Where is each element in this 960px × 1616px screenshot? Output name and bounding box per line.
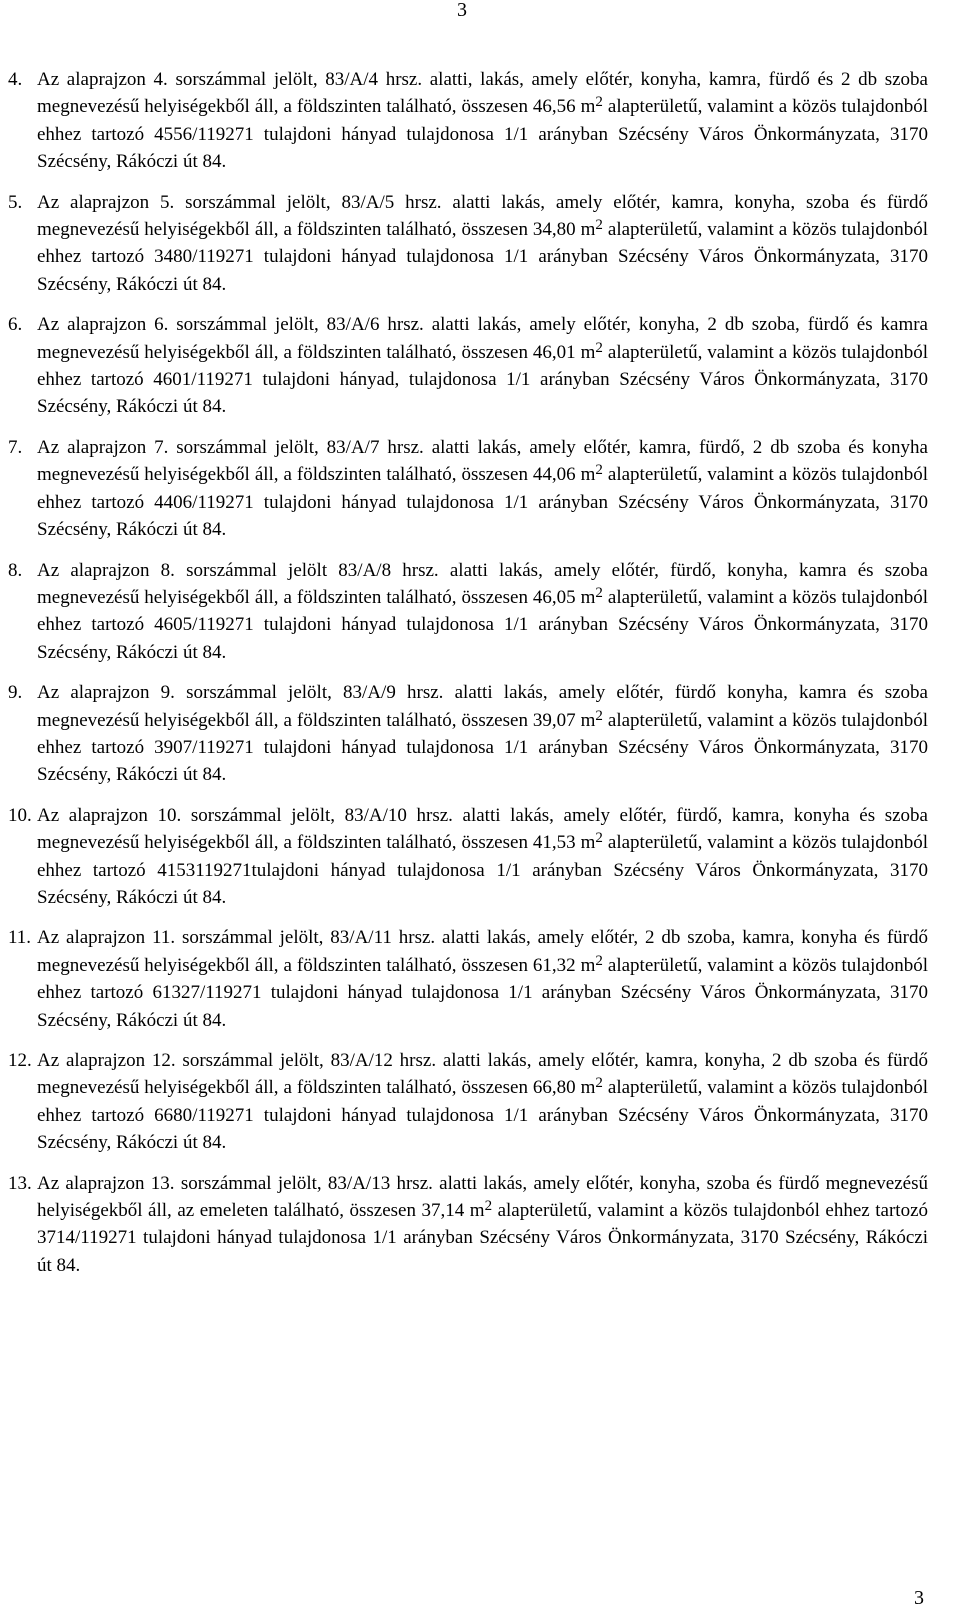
item-number: 12. <box>8 1050 32 1071</box>
superscript: 2 <box>484 1198 493 1215</box>
item-number: 6. <box>8 314 23 336</box>
superscript: 2 <box>595 830 603 847</box>
list-item <box>8 1047 928 1157</box>
item-number: 5. <box>8 191 23 213</box>
item-text: Az alaprajzon 12. sorszámmal jelölt, 83/A/12 hrsz. alatti lakás, amely előtér, kamra, konyha, 2 db szoba és fürdő megnevezésű helyiségekből áll, a földszinten található, összesen 66,80 $m^2$ alapterületű, valamint a közös tulajdonból ehhez tartozó 6680/119271 tulajdoni hányad tulajdonosa 1/1 arányban Szécsény Város Önkormányzata, 3170 Szécsény, Rákóczi út 84. <box>37 1050 928 1154</box>
item-text: Az alaprajzon 10. sorszámmal jelölt, 83/A/10 hrsz. alatti lakás, amely előtér, fürdő, kamra, konyha és szoba megnevezésű helyiségekből áll, a földszinten található, összesen 41,53 $m^2$ alapterületű, valamint a közös tulajdonból ehhez tartozó 4153119271tulajdoni hányad tulajdonosa 1/1 arányban Szécsény Város Önkormányzata, 3170 Szécsény, Rákóczi út 84. <box>37 804 928 908</box>
item-text: Az alaprajzon 11. sorszámmal jelölt, 83/A/11 hrsz. alatti lakás, amely előtér, 2 db szoba, kamra, konyha és fürdő megnevezésű helyiségekből áll, a földszinten található, összesen 61,32 $m^2$ alapterületű, valamint a közös tulajdonból ehhez tartozó 61327/119271 tulajdoni hányad tulajdonosa 1/1 arányban Szécsény Város Önkormányzata, 3170 Szécsény, Rákóczi út 84. <box>37 927 928 1031</box>
item-number: 13. <box>8 1172 32 1194</box>
superscript: 2 <box>595 1075 603 1092</box>
list-item <box>8 66 928 176</box>
item-text: Az alaprajzon 8. sorszámmal jelölt 83/A/8 hrsz. alatti lakás, amely előtér, fürdő, konyha, kamra és szoba megnevezésű helyiségekből áll, a földszinten található, összesen 46,05 $m^2$ alapterületű, valamint a közös tulajdonból ehhez tartozó 4605/119271 tulajdoni hányad tulajdonosa 1/1 arányban Szécsény Város Önkormányzata, 3170 Szécsény, Rákóczi út 84. <box>37 559 928 663</box>
item-text: Az alaprajzon 6. sorszámmal jelölt, 83/A/6 hrsz. alatti lakás, amely előtér, konyha, 2 db szoba, fürdő és kamra megnevezésű helyiségekből áll, a földszinten található, összesen 46,01 $m^2$ alapterületű, valamint a közös tulajdonból ehhez tartozó 4601/119271 tulajdoni hányad, tulajdonosa 1/1 arányban Szécsény Város Önkormányzata, 3170 Szécsény, Rákóczi út 84. <box>37 314 928 418</box>
list-item <box>8 557 928 667</box>
list-item <box>8 1170 928 1280</box>
item-number: 10. <box>8 804 32 826</box>
list-item <box>8 434 928 544</box>
superscript: 2 <box>595 94 603 111</box>
list-item <box>8 802 928 912</box>
item-number: 9. <box>8 682 23 704</box>
superscript: 2 <box>595 339 603 356</box>
page-number-top: 3 <box>457 0 467 21</box>
superscript: 2 <box>595 462 603 479</box>
item-number: 11. <box>8 927 32 949</box>
list-item <box>8 679 928 789</box>
item-text: Az alaprajzon 13. sorszámmal jelölt, 83/A/13 hrsz. alatti lakás, amely előtér, konyha, szoba és fürdő megnevezésű helyiségekből áll, az emeleten található, összesen 37,14 $m^2$ alapterületű, valamint a közös tulajdonból ehhez tartozó 3714/119271 tulajdoni hányad tulajdonosa 1/1 arányban Szécsény Város Önkormányzata, 3170 Szécsény, Rákóczi út 84. <box>37 1172 928 1276</box>
list-item <box>8 311 928 421</box>
item-text: Az alaprajzon 9. sorszámmal jelölt, 83/A/9 hrsz. alatti lakás, amely előtér, fürdő konyha, kamra és szoba megnevezésű helyiségekből áll, a földszinten található, összesen 39,07 $m^2$ alapterületű, valamint a közös tulajdonból ehhez tartozó 3907/119271 tulajdoni hányad tulajdonosa 1/1 arányban Szécsény Város Önkormányzata, 3170 Szécsény, Rákóczi út 84. <box>37 682 928 786</box>
item-number: 4. <box>8 69 23 90</box>
item-number: 8. <box>8 559 23 581</box>
list-item <box>8 924 928 1034</box>
item-text: Az alaprajzon 7. sorszámmal jelölt, 83/A/7 hrsz. alatti lakás, amely előtér, kamra, fürdő, 2 db szoba és konyha megnevezésű helyiségekből áll, a földszinten található, összesen 44,06 $m^2$ alapterületű, valamint a közös tulajdonból ehhez tartozó 4406/119271 tulajdoni hányad tulajdonosa 1/1 arányban Szécsény Város Önkormányzata, 3170 Szécsény, Rákóczi út 84. <box>37 436 928 541</box>
superscript: 2 <box>595 707 603 724</box>
superscript: 2 <box>595 952 603 969</box>
item-number: 7. <box>8 436 23 458</box>
page-number-bottom: 3 <box>914 1587 924 1609</box>
superscript: 2 <box>595 584 603 601</box>
apartment-list <box>8 66 928 1292</box>
superscript: 2 <box>595 217 603 234</box>
item-text: Az alaprajzon 5. sorszámmal jelölt, 83/A/5 hrsz. alatti lakás, amely előtér, kamra, konyha, szoba és fürdő megnevezésű helyiségekből áll, a földszinten található, összesen 34,80 $m^2$ alapterületű, valamint a közös tulajdonból ehhez tartozó 3480/119271 tulajdoni hányad tulajdonosa 1/1 arányban Szécsény Város Önkormányzata, 3170 Szécsény, Rákóczi út 84. <box>37 191 928 295</box>
list-item <box>8 189 928 299</box>
item-text: Az alaprajzon 4. sorszámmal jelölt, 83/A/4 hrsz. alatti, lakás, amely előtér, konyha, kamra, fürdő és 2 db szoba megnevezésű helyiségekből áll, a földszinten található, összesen 46,56 $m^2$ alapterületű, valamint a közös tulajdonból ehhez tartozó 4556/119271 tulajdoni hányad tulajdonosa 1/1 arányban Szécsény Város Önkormányzata, 3170 Szécsény, Rákóczi út 84. <box>37 69 928 173</box>
